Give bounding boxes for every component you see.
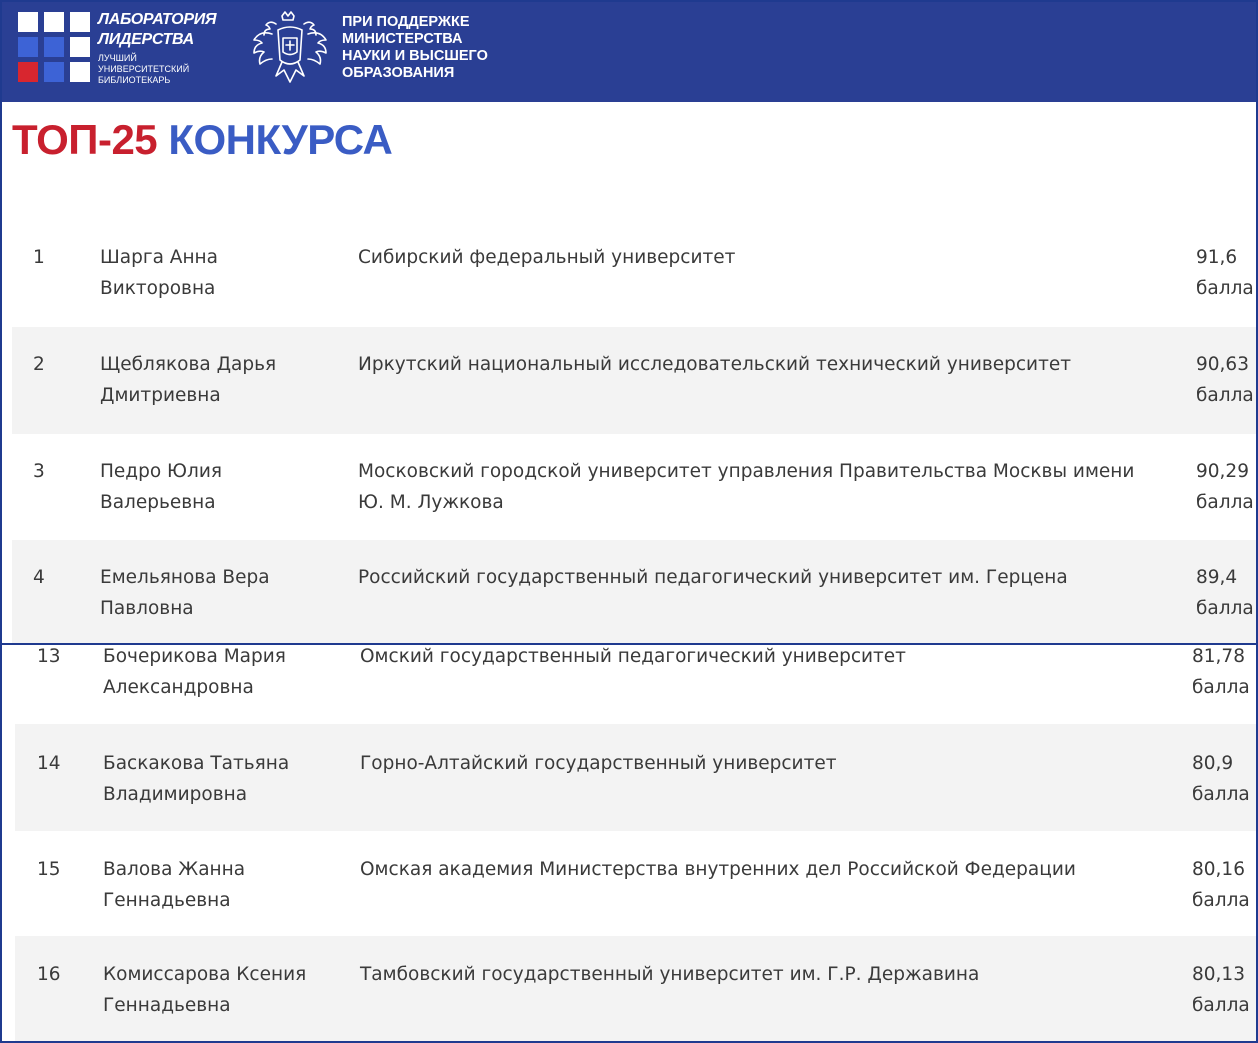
rank-cell: 14 — [37, 753, 61, 774]
support-line2: МИНИСТЕРСТВА — [342, 31, 463, 47]
org-line1: Горно-Алтайский государственный университет — [360, 753, 837, 774]
name-line1: Педро Юлия — [100, 461, 222, 482]
name-cell — [100, 349, 276, 411]
score-cell — [1192, 854, 1250, 916]
name-line1: Щеблякова Дарья — [100, 354, 277, 375]
ministry-support-text — [342, 14, 488, 82]
name-line2: Владимировна — [103, 784, 248, 805]
score-unit: балла — [1196, 385, 1254, 406]
score-value: 80,9 — [1192, 753, 1234, 774]
table-row — [12, 434, 1258, 541]
score-cell — [1192, 748, 1250, 810]
score-value: 81,78 — [1192, 646, 1245, 667]
score-unit: балла — [1192, 995, 1250, 1016]
organization-cell — [358, 349, 1071, 380]
table-row — [15, 831, 1256, 938]
name-line2: Александровна — [103, 677, 254, 698]
org-line1: Российский государственный педагогический университет им. Герцена — [358, 567, 1068, 588]
name-line2: Валерьевна — [100, 492, 216, 513]
table-row — [15, 936, 1256, 1043]
name-cell — [103, 854, 245, 916]
score-value: 80,16 — [1192, 859, 1245, 880]
name-line2: Геннадьевна — [103, 890, 231, 911]
rank-cell: 4 — [33, 567, 45, 588]
table-row — [15, 724, 1256, 831]
name-line1: Бочерикова Мария — [103, 646, 286, 667]
rank-cell: 13 — [37, 646, 61, 667]
logo-sub-line1: ЛУЧШИЙ — [98, 53, 137, 63]
table-row — [15, 643, 1256, 726]
name-line1: Валова Жанна — [103, 859, 246, 880]
rank-cell: 1 — [33, 247, 45, 268]
org-line2: Ю. М. Лужкова — [358, 492, 504, 513]
score-unit: балла — [1196, 598, 1254, 619]
score-cell — [1192, 643, 1250, 703]
score-cell — [1196, 242, 1254, 304]
support-line3: НАУКИ И ВЫСШЕГО — [342, 48, 488, 64]
organization-cell — [358, 562, 1068, 593]
score-value: 89,4 — [1196, 567, 1238, 588]
org-line1: Омская академия Министерства внутренних дел Российской Федерации — [360, 859, 1076, 880]
laboratory-logo-text — [98, 10, 216, 86]
score-value: 80,13 — [1192, 964, 1245, 985]
rank-cell: 2 — [33, 354, 45, 375]
logo-subtitle — [98, 53, 216, 86]
org-line1: Иркутский национальный исследовательский технический университет — [358, 354, 1071, 375]
logo-sub-line2: УНИВЕРСИТЕТСКИЙ — [98, 64, 190, 74]
name-line1: Шарга Анна — [100, 247, 218, 268]
header-banner — [2, 2, 1256, 102]
name-cell — [100, 242, 218, 304]
organization-cell — [360, 959, 979, 990]
rank-cell: 15 — [37, 859, 61, 880]
support-line1: ПРИ ПОДДЕРЖКЕ — [342, 14, 470, 30]
name-line2: Дмитриевна — [100, 385, 221, 406]
org-line1: Омский государственный педагогический университет — [360, 646, 906, 667]
table-row — [12, 327, 1258, 434]
score-cell — [1192, 959, 1250, 1021]
organization-cell — [360, 643, 906, 672]
rank-cell: 16 — [37, 964, 61, 985]
score-cell — [1196, 456, 1254, 518]
name-line1: Комиссарова Ксения — [103, 964, 307, 985]
title-contest: КОНКУРСА — [168, 116, 393, 163]
title-top25: ТОП-25 — [12, 116, 158, 163]
org-line1: Тамбовский государственный университет им. Г.Р. Державина — [360, 964, 980, 985]
organization-cell — [358, 456, 1134, 518]
logo-sub-line3: БИБЛИОТЕКАРЬ — [98, 75, 171, 85]
score-value: 90,63 — [1196, 354, 1249, 375]
name-cell — [103, 959, 306, 1021]
name-line2: Павловна — [100, 598, 194, 619]
logo-title-line1: ЛАБОРАТОРИЯ — [98, 11, 217, 28]
table-row — [12, 540, 1258, 643]
organization-cell — [360, 854, 1076, 885]
table-row — [12, 220, 1258, 327]
name-cell — [100, 456, 222, 518]
name-line2: Викторовна — [100, 278, 216, 299]
name-line1: Емельянова Вера — [100, 567, 270, 588]
rank-cell: 3 — [33, 461, 45, 482]
organization-cell — [360, 748, 837, 779]
name-cell — [100, 562, 270, 624]
score-cell — [1196, 562, 1254, 624]
score-cell — [1196, 349, 1254, 411]
name-cell — [103, 748, 289, 810]
score-unit: балла — [1192, 784, 1250, 805]
name-line1: Баскакова Татьяна — [103, 753, 290, 774]
page-title — [12, 112, 392, 168]
score-unit: балла — [1196, 278, 1254, 299]
score-unit: балла — [1196, 492, 1254, 513]
score-unit: балла — [1192, 890, 1250, 911]
name-cell — [103, 643, 286, 703]
double-headed-eagle-icon — [252, 10, 328, 88]
bottom-screenshot — [0, 643, 1258, 1043]
score-value: 91,6 — [1196, 247, 1238, 268]
score-unit: балла — [1192, 677, 1250, 698]
org-line1: Сибирский федеральный университет — [358, 247, 736, 268]
org-line1: Московский городской университет управления Правительства Москвы имени — [358, 461, 1135, 482]
logo-title-line2: ЛИДЕРСТВА — [98, 31, 194, 48]
laboratory-logo-icon — [18, 12, 92, 82]
name-line2: Геннадьевна — [103, 995, 231, 1016]
support-line4: ОБРАЗОВАНИЯ — [342, 65, 455, 81]
organization-cell — [358, 242, 735, 273]
score-value: 90,29 — [1196, 461, 1249, 482]
